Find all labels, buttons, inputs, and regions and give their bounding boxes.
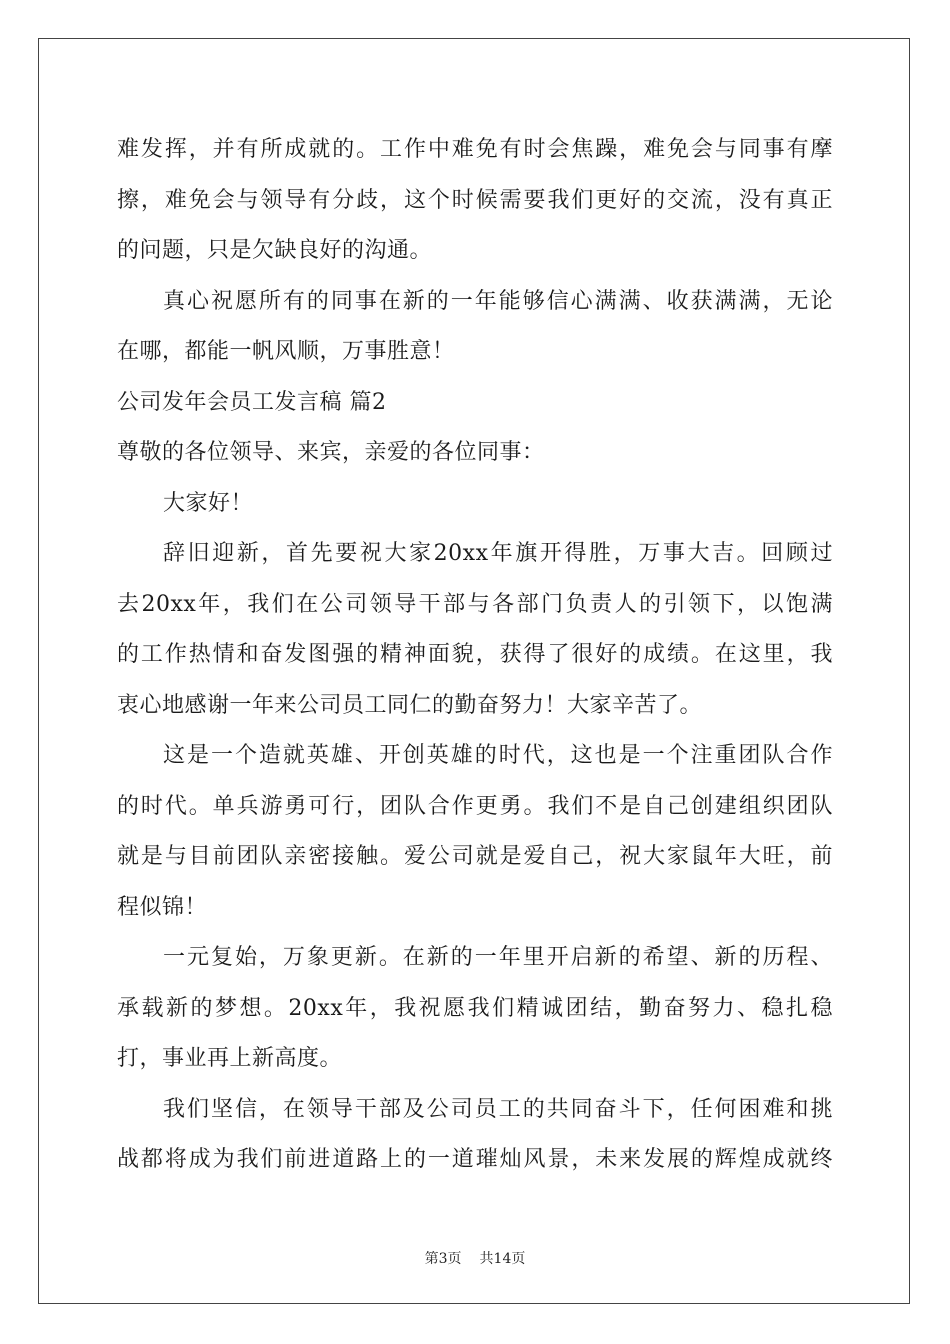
paragraph-line: 战都将成为我们前进道路上的一道璀灿风景，未来发展的辉煌成就终	[117, 1147, 833, 1172]
paragraph-line: 衷心地感谢一年来公司员工同仁的勤奋努力！大家辛苦了。	[117, 692, 703, 718]
paragraph-line: 的问题，只是欠缺良好的沟通。	[117, 238, 433, 263]
page-footer	[0, 1248, 950, 1268]
paragraph-line: 真心祝愿所有的同事在新的一年能够信心满满、收获满满，无论	[163, 288, 833, 314]
paragraph-line: 擦，难免会与领导有分歧，这个时候需要我们更好的交流，没有真正	[117, 187, 833, 213]
paragraph-line: 去20xx年，我们在公司领导干部与各部门负责人的引领下，以饱满	[117, 591, 833, 617]
paragraph-line: 打，事业再上新高度。	[117, 1046, 343, 1071]
paragraph-line: 辞旧迎新，首先要祝大家20xx年旗开得胜，万事大吉。回顾过	[163, 541, 833, 566]
paragraph-line: 我们坚信，在领导干部及公司员工的共同奋斗下，任何困难和挑	[163, 1096, 833, 1122]
paragraph-line: 在哪，都能一帆风顺，万事胜意！	[117, 339, 455, 364]
paragraph-line: 承载新的梦想。20xx年，我祝愿我们精诚团结，勤奋努力、稳扎稳	[117, 995, 833, 1021]
document-body	[117, 125, 833, 1186]
paragraph-line: 难发挥，并有所成就的。工作中难免有时会焦躁，难免会与同事有摩	[117, 137, 833, 162]
page-number: 第3页	[424, 1251, 462, 1267]
section-heading: 公司发年会员工发言稿 篇2	[117, 389, 387, 415]
paragraph-line: 就是与目前团队亲密接触。爱公司就是爱自己，祝大家鼠年大旺，前	[117, 844, 833, 869]
greeting: 大家好！	[163, 490, 254, 516]
salutation: 尊敬的各位领导、来宾，亲爱的各位同事：	[117, 440, 545, 465]
paragraph-line: 程似锦！	[117, 894, 208, 920]
paragraph-line: 这是一个造就英雄、开创英雄的时代，这也是一个注重团队合作	[163, 743, 833, 768]
paragraph-line: 的时代。单兵游勇可行，团队合作更勇。我们不是自己创建组织团队	[117, 793, 833, 819]
page-total: 共14页	[479, 1251, 526, 1267]
paragraph-line: 的工作热情和奋发图强的精神面貌，获得了很好的成绩。在这里，我	[117, 642, 833, 667]
paragraph-line: 一元复始，万象更新。在新的一年里开启新的希望、新的历程、	[163, 945, 833, 970]
